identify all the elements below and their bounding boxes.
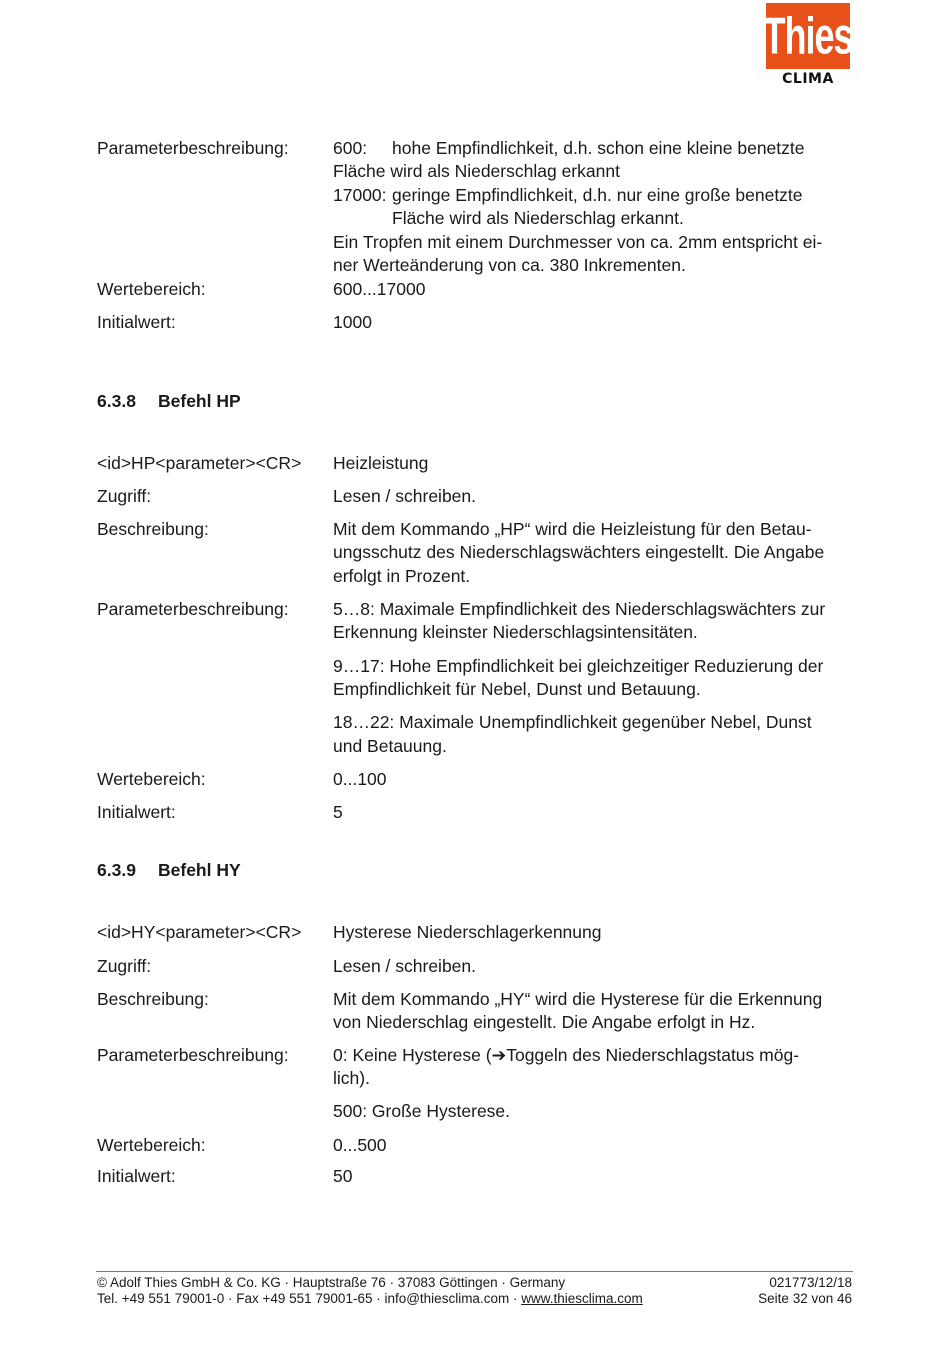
thies-clima-logo: [763, 3, 853, 87]
hy-param1-line2: lich).: [333, 1068, 370, 1088]
top-param-600-line1: hohe Empfindlichkeit, d.h. schon eine kleine benetzte: [392, 138, 805, 158]
top-param-note-line2: ner Werteänderung von ca. 380 Inkrementen.: [333, 255, 686, 275]
top-range-label: Wertebereich:: [97, 279, 206, 299]
section-hp-title: Befehl HP: [158, 391, 241, 411]
hy-range-value: 0...500: [333, 1135, 387, 1155]
hy-access-label: Zugriff:: [97, 956, 152, 976]
top-range-value: 600...17000: [333, 279, 426, 299]
hp-param-label: Parameterbeschreibung:: [97, 599, 289, 619]
logo-brand: Thies: [763, 5, 853, 65]
top-param-17000: 17000:: [333, 185, 387, 205]
logo-sub: CLIMA: [782, 71, 834, 87]
hp-desc-line3: erfolgt in Prozent.: [333, 566, 471, 586]
hy-init-label: Initialwert:: [97, 1166, 176, 1186]
hy-param1-text-a: 0: Keine Hysterese (: [333, 1045, 492, 1065]
hp-param2-line2: Empfindlichkeit für Nebel, Dunst und Betauung.: [333, 679, 701, 699]
hp-access-label: Zugriff:: [97, 486, 152, 506]
hy-param1-text-b: Toggeln des Niederschlagstatus mög-: [506, 1045, 800, 1065]
section-hp-number: 6.3.8: [97, 391, 136, 411]
hp-desc-label: Beschreibung:: [97, 519, 209, 539]
hp-param3-line1: 18…22: Maximale Unempfindlichkeit gegenüber Nebel, Dunst: [333, 712, 812, 732]
hy-desc-line1: Mit dem Kommando „HY“ wird die Hysterese für die Erkennung: [333, 989, 823, 1009]
hp-access-value: Lesen / schreiben.: [333, 486, 477, 506]
top-init-label: Initialwert:: [97, 312, 176, 332]
hy-param-label: Parameterbeschreibung:: [97, 1045, 289, 1065]
hp-param1-line1: 5…8: Maximale Empfindlichkeit des Niederschlagswächters zur: [333, 599, 826, 619]
footer-contact-text: Tel. +49 551 79001-0 · Fax +49 551 79001-65 · info@thiesclima.com ·: [97, 1291, 522, 1306]
footer-company: © Adolf Thies GmbH & Co. KG · Hauptstraße 76 · 37083 Göttingen · Germany: [97, 1275, 566, 1290]
footer-divider: [96, 1271, 853, 1272]
hp-param1-line2: Erkennung kleinster Niederschlagsintensitäten.: [333, 622, 698, 642]
hy-desc-line2: von Niederschlag eingestellt. Die Angabe erfolgt in Hz.: [333, 1012, 756, 1032]
footer-doc-number: 021773/12/18: [769, 1275, 852, 1290]
hy-range-label: Wertebereich:: [97, 1135, 206, 1155]
top-init-value: 1000: [333, 312, 372, 332]
top-param-note-line1: Ein Tropfen mit einem Durchmesser von ca. 2mm entspricht ei-: [333, 232, 823, 252]
section-hy-number: 6.3.9: [97, 860, 136, 880]
hp-init-label: Initialwert:: [97, 802, 176, 822]
hp-param3-line2: und Betauung.: [333, 736, 447, 756]
hp-init-value: 5: [333, 802, 343, 822]
hp-param2-line1: 9…17: Hohe Empfindlichkeit bei gleichzeitiger Reduzierung der: [333, 656, 824, 676]
hp-range-value: 0...100: [333, 769, 387, 789]
arrow-right-icon: ➔: [491, 1045, 507, 1065]
hp-command-desc: Heizleistung: [333, 453, 429, 473]
top-param-600: 600:: [333, 138, 368, 158]
hy-init-value: 50: [333, 1166, 353, 1186]
footer-contact: [97, 1291, 643, 1307]
hy-desc-label: Beschreibung:: [97, 989, 209, 1009]
hp-range-label: Wertebereich:: [97, 769, 206, 789]
section-hy-title: Befehl HY: [158, 860, 241, 880]
footer-page-number: Seite 32 von 46: [758, 1291, 852, 1306]
hy-access-value: Lesen / schreiben.: [333, 956, 477, 976]
hy-param1-line1: [333, 1044, 799, 1068]
hp-desc-line2: ungsschutz des Niederschlagswächters eingestellt. Die Angabe: [333, 542, 825, 562]
hp-command: <id>HP<parameter><CR>: [97, 453, 302, 473]
hp-desc-line1: Mit dem Kommando „HP“ wird die Heizleistung für den Betau-: [333, 519, 812, 539]
hy-command-desc: Hysterese Niederschlagerkennung: [333, 922, 602, 942]
top-param-600-line2: Fläche wird als Niederschlag erkannt: [333, 161, 620, 181]
top-param-17000-line2: Fläche wird als Niederschlag erkannt.: [392, 208, 684, 228]
top-param-label: Parameterbeschreibung:: [97, 138, 289, 158]
hy-param2: 500: Große Hysterese.: [333, 1101, 511, 1121]
hy-command: <id>HY<parameter><CR>: [97, 922, 302, 942]
footer-website-link[interactable]: www.thiesclima.com: [521, 1291, 643, 1306]
top-param-17000-line1: geringe Empfindlichkeit, d.h. nur eine große benetzte: [392, 185, 803, 205]
